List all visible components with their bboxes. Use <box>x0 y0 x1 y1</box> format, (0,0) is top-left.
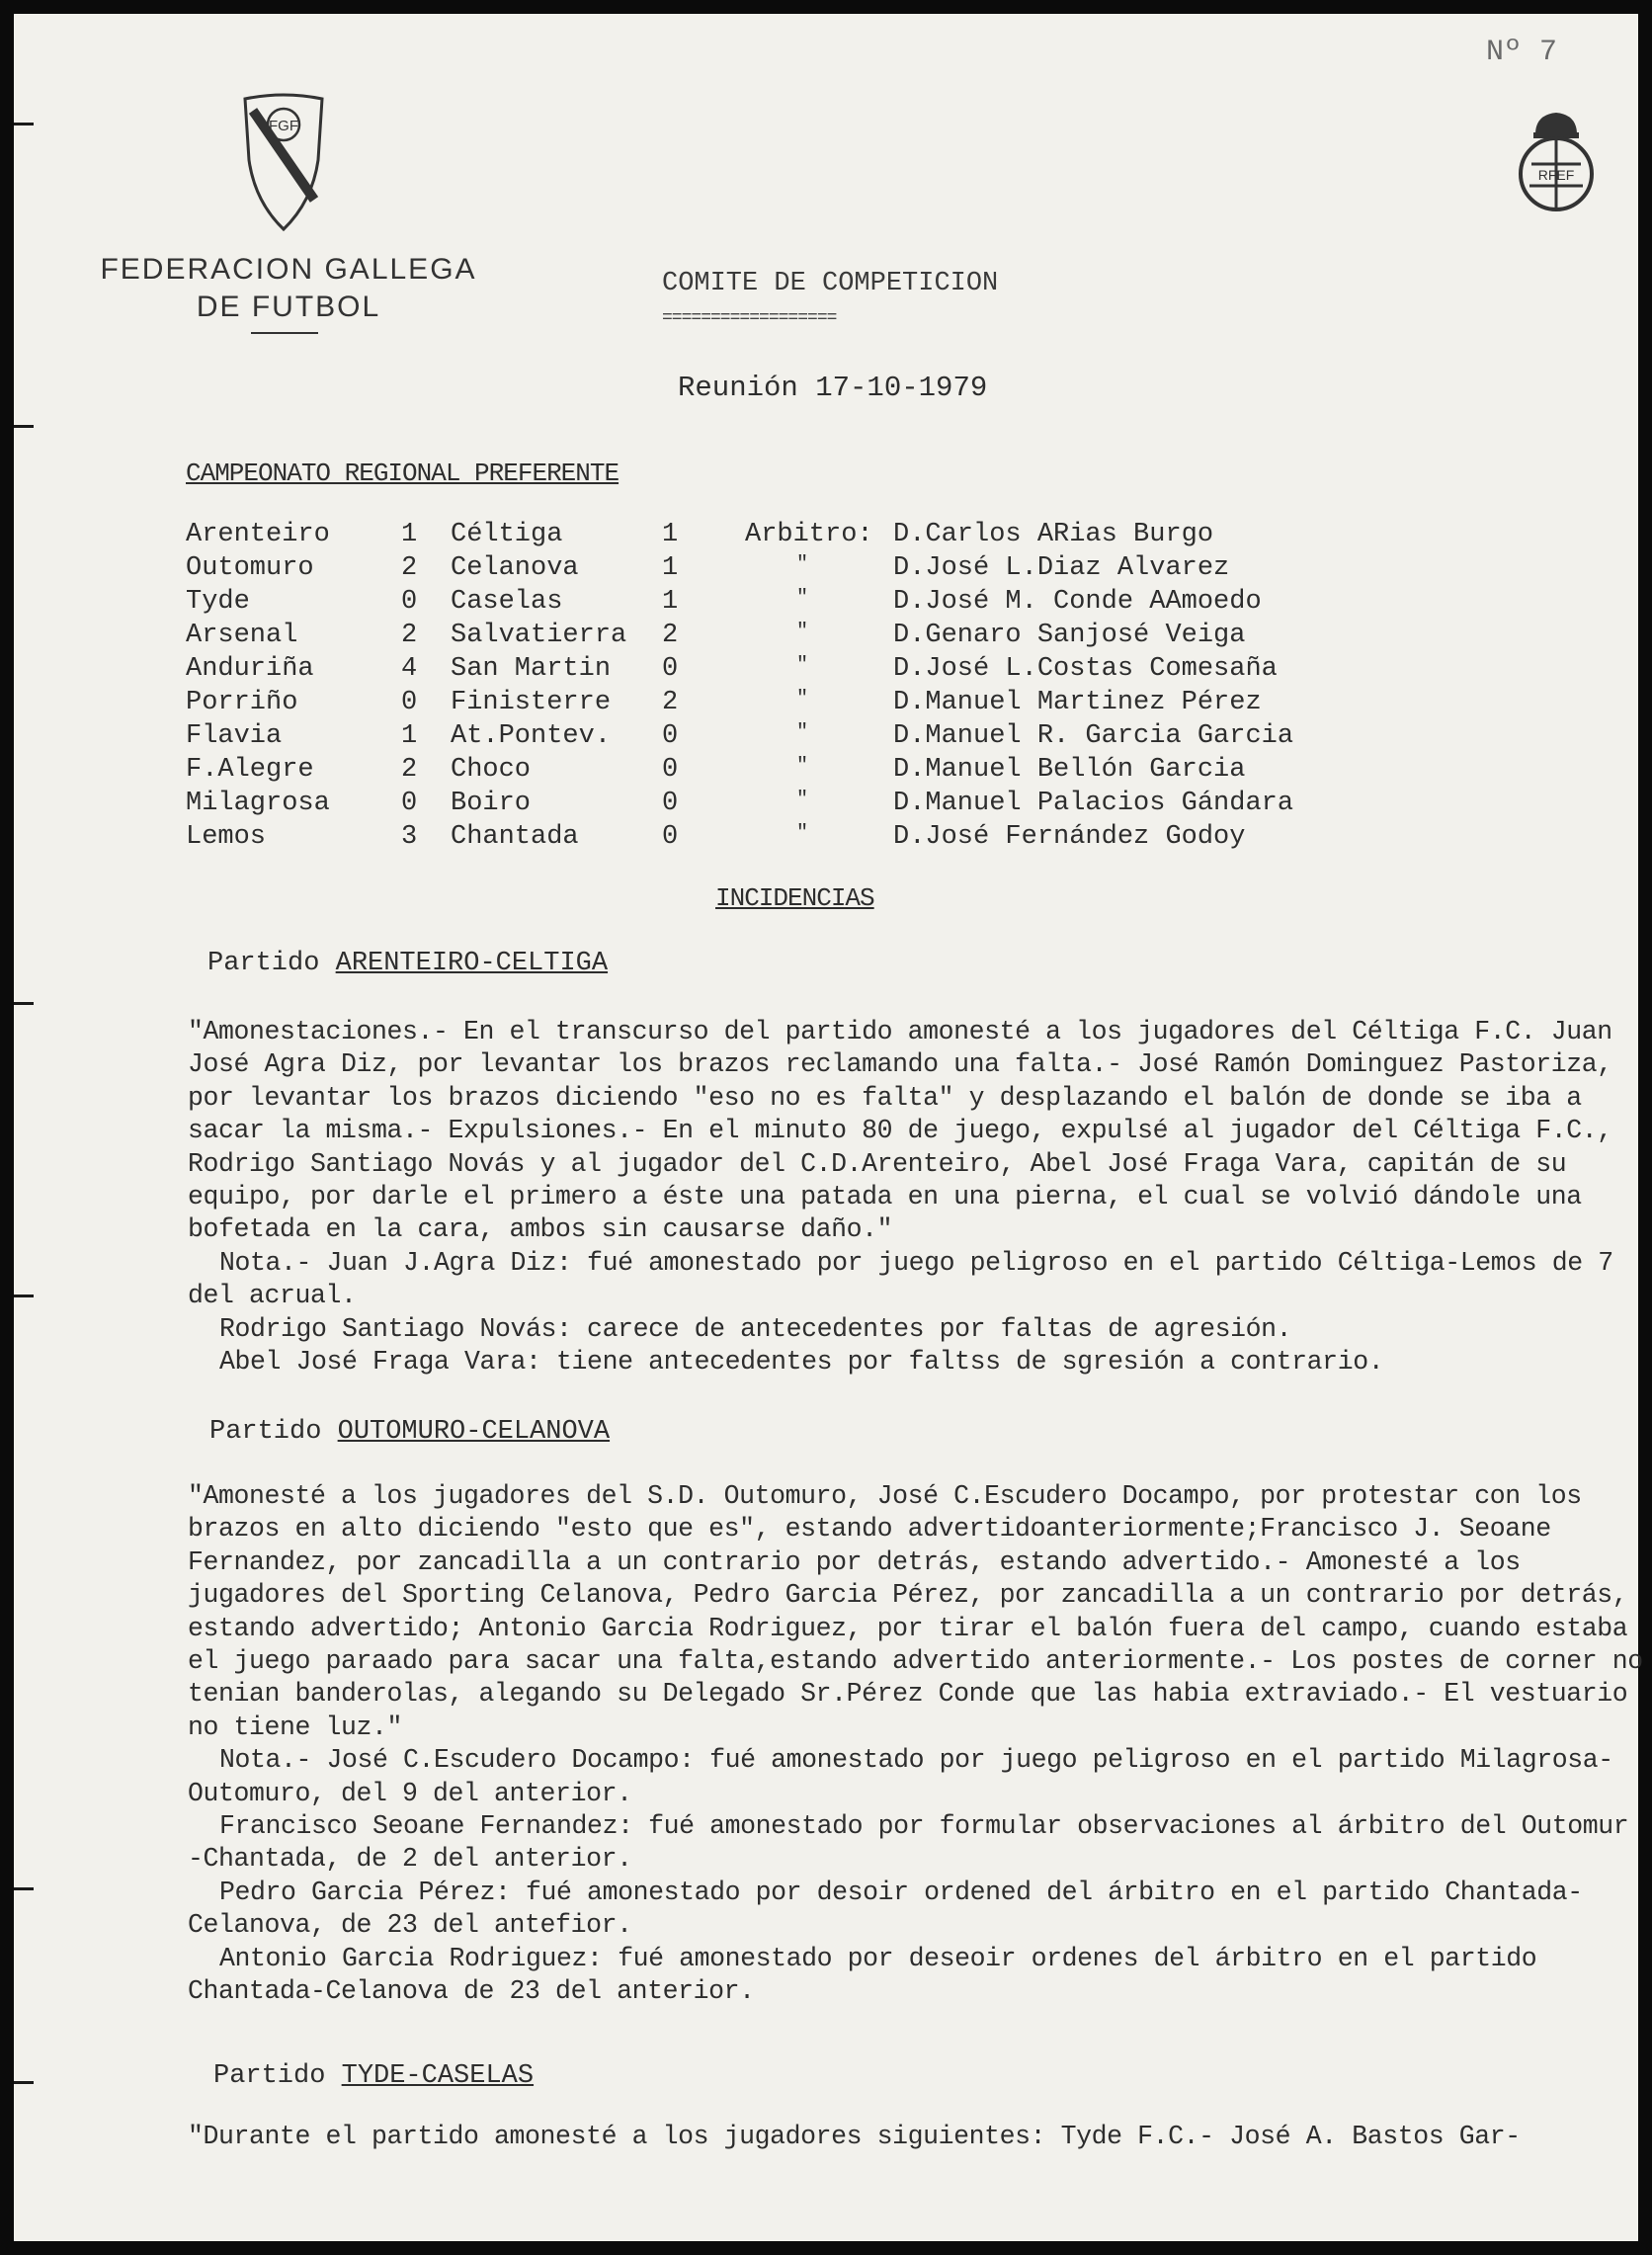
referee-report <box>188 2121 1650 2153</box>
match-heading-name: TYDE-CASELAS <box>341 2061 535 2091</box>
binder-marks <box>14 14 34 2241</box>
away-team: San Martin <box>451 654 612 684</box>
match-heading-prefix: Partido <box>213 2061 342 2091</box>
document-page <box>14 14 1643 2241</box>
away-team: Boiro <box>451 789 532 818</box>
away-score: 0 <box>662 654 679 684</box>
referee-name: D.José M. Conde AAmoedo <box>893 587 1262 617</box>
ditto-mark: " <box>796 789 809 811</box>
ditto-mark: " <box>796 822 809 845</box>
ditto-mark: " <box>796 621 809 643</box>
away-score: 0 <box>662 822 679 852</box>
home-score: 0 <box>401 789 418 818</box>
referee-name: D.Carlos ARias Burgo <box>893 520 1214 549</box>
referee-name: D.Manuel R. Garcia Garcia <box>893 721 1294 751</box>
away-score: 0 <box>662 721 679 751</box>
federation-crest-icon <box>239 91 328 234</box>
match-heading <box>207 949 608 978</box>
committee-title: COMITE DE COMPETICION <box>662 269 999 298</box>
home-score: 4 <box>401 654 418 684</box>
page-number: Nº 7 <box>1486 36 1558 69</box>
federation-crest-text: FGF <box>269 118 298 134</box>
referee-name: D.Manuel Bellón Garcia <box>893 755 1246 785</box>
home-score: 1 <box>401 520 418 549</box>
home-score: 0 <box>401 688 418 717</box>
federation-name-line2: DE FUTBOL <box>196 291 381 323</box>
report-text: "Amonesté a los jugadores del S.D. Outomuro, José C.Escudero Docampo, por protestar con los brazos en alto diciendo "esto que es", estando advertidoanteriormente;Francisco J. Seoane Fernandez, por zancadilla a un contrario por detrás, estando advertido.- Amonesté a los jugadores del Sporting Celanova, Pedro Garcia Pérez, por zancadilla a un contrario por detrás, estando advertido; Antonio Garcia Rodriguez, por tirar el balón fuera del campo, cuando estaba el juego paraado para sacar una falta,estando advertido anteriormente.- Los postes de corner no tenian banderolas, alegando su Delegado Sr.Pérez Conde que las habia extraviado.- El vestuario no tiene luz." <box>188 1481 1643 1742</box>
federation-name <box>91 251 486 326</box>
referee-report <box>188 1016 1650 1378</box>
referee-label: Arbitro: <box>745 520 873 549</box>
report-text: "Durante el partido amonesté a los jugadores siguientes: Tyde F.C.- José A. Bastos Gar- <box>188 2122 1521 2151</box>
binder-mark <box>14 425 34 428</box>
binder-mark <box>14 1295 34 1297</box>
home-team: Flavia <box>186 721 283 751</box>
away-team: Salvatierra <box>451 621 627 650</box>
home-team: Anduriña <box>186 654 314 684</box>
match-heading-name: ARENTEIRO-CELTIGA <box>335 949 609 978</box>
match-heading-prefix: Partido <box>207 949 336 978</box>
away-score: 1 <box>662 553 679 583</box>
report-note: Abel José Fraga Vara: tiene antecedentes por faltss de sgresión a contrario. <box>219 1347 1384 1378</box>
report-text: "Amonestaciones.- En el transcurso del partido amonesté a los jugadores del Céltiga F.C. Juan José Agra Diz, por levantar los brazos reclamando una falta.- José Ramón Dominguez Pastoriza, por levantar los brazos diciendo "eso no es falta" y desplazando el balón de donde se iba a sacar la misma.- Expulsiones.- En el minuto 80 de juego, expulsé al jugador del Céltiga F.C., Rodrigo Santiago Novás y al jugador del C.D.Arenteiro, Abel José Fraga Vara, capitán de su equipo, por darle el primero a éste una patada en una pierna, el cual se volvió dándole una bofetada en la cara, ambos sin causarse daño." <box>188 1017 1612 1245</box>
rfef-crest-text: RFEF <box>1537 167 1575 183</box>
home-team: Milagrosa <box>186 789 330 818</box>
rfef-crest-icon <box>1514 105 1599 215</box>
home-team: Tyde <box>186 587 250 617</box>
referee-name: D.Manuel Martinez Pérez <box>893 688 1262 717</box>
away-score: 0 <box>662 789 679 818</box>
away-score: 1 <box>662 520 679 549</box>
championship-title: CAMPEONATO REGIONAL PREFERENTE <box>186 459 620 488</box>
binder-mark <box>14 1887 34 1890</box>
referee-name: D.José L.Diaz Alvarez <box>893 553 1230 583</box>
federation-divider <box>251 332 318 334</box>
ditto-mark: " <box>796 553 809 576</box>
referee-name: D.Manuel Palacios Gándara <box>893 789 1294 818</box>
referee-name: D.José Fernández Godoy <box>893 822 1246 852</box>
home-team: Arsenal <box>186 621 298 650</box>
away-score: 2 <box>662 688 679 717</box>
home-team: Lemos <box>186 822 267 852</box>
away-team: Celanova <box>451 553 579 583</box>
ditto-mark: " <box>796 721 809 744</box>
report-note: Nota.- José C.Escudero Docampo: fué amonestado por juego peligroso en el partido Milagrosa-Outomuro, del 9 del anterior. <box>188 1745 1613 1808</box>
referee-name: D.Genaro Sanjosé Veiga <box>893 621 1246 650</box>
away-team: At.Pontev. <box>451 721 612 751</box>
ditto-mark: " <box>796 587 809 610</box>
report-note: Rodrigo Santiago Novás: carece de antecedentes por faltas de agresión. <box>219 1313 1292 1344</box>
ditto-mark: " <box>796 654 809 677</box>
home-team: Outomuro <box>186 553 314 583</box>
home-score: 2 <box>401 755 418 785</box>
away-score: 1 <box>662 587 679 617</box>
away-team: Finisterre <box>451 688 612 717</box>
committee-title-rule: ================== <box>662 308 837 328</box>
away-team: Caselas <box>451 587 563 617</box>
away-score: 0 <box>662 755 679 785</box>
binder-mark <box>14 2081 34 2084</box>
away-team: Chantada <box>451 822 579 852</box>
home-team: F.Alegre <box>186 755 314 785</box>
match-heading <box>213 2061 534 2091</box>
away-score: 2 <box>662 621 679 650</box>
home-score: 0 <box>401 587 418 617</box>
report-note: Francisco Seoane Fernandez: fué amonestado por formular observaciones al árbitro del Outomur -Chantada, de 2 del anterior. <box>188 1811 1629 1875</box>
binder-mark <box>14 1002 34 1005</box>
meeting-date: Reunión 17-10-1979 <box>678 372 988 404</box>
referee-name: D.José L.Costas Comesaña <box>893 654 1278 684</box>
binder-mark <box>14 123 34 125</box>
match-heading-prefix: Partido <box>209 1417 338 1447</box>
away-team: Choco <box>451 755 532 785</box>
home-score: 1 <box>401 721 418 751</box>
report-note: Antonio Garcia Rodriguez: fué amonestado por deseoir ordenes del árbitro en el partido Chantada-Celanova de 23 del anterior. <box>188 1943 1537 2007</box>
home-score: 3 <box>401 822 418 852</box>
match-heading-name: OUTOMURO-CELANOVA <box>337 1417 611 1447</box>
ditto-mark: " <box>796 755 809 778</box>
home-score: 2 <box>401 621 418 650</box>
incidencias-title: INCIDENCIAS <box>715 883 874 913</box>
home-team: Porriño <box>186 688 298 717</box>
home-team: Arenteiro <box>186 520 330 549</box>
referee-report <box>188 1480 1650 2009</box>
ditto-mark: " <box>796 688 809 710</box>
report-note: Nota.- Juan J.Agra Diz: fué amonestado por juego peligroso en el partido Céltiga-Lemos de 7 del acrual. <box>188 1247 1613 1311</box>
home-score: 2 <box>401 553 418 583</box>
away-team: Céltiga <box>451 520 563 549</box>
match-heading <box>209 1417 610 1447</box>
federation-name-line1: FEDERACION GALLEGA <box>100 253 477 286</box>
report-note: Pedro Garcia Pérez: fué amonestado por desoir ordened del árbitro en el partido Chantada-Celanova, de 23 del antefior. <box>188 1877 1583 1941</box>
